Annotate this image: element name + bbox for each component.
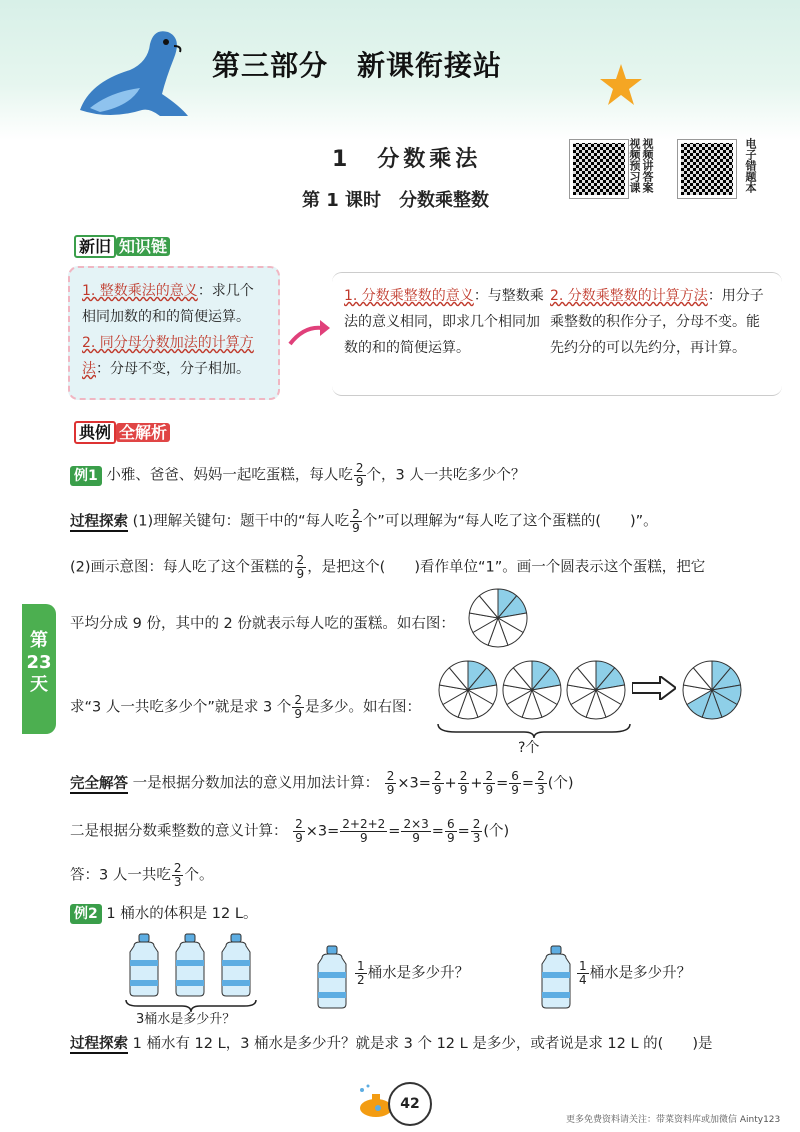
fraction-2-9 xyxy=(354,462,366,489)
explore-step3 xyxy=(70,694,421,721)
starfish-icon xyxy=(598,62,644,108)
explore-label: 过程探索 xyxy=(70,513,128,530)
seal-mascot-icon xyxy=(70,22,200,122)
fraction-2-9 xyxy=(292,694,304,721)
final-answer xyxy=(70,862,213,889)
banner-title: 第三部分 新课衔接站 xyxy=(212,49,503,82)
step2a-before: (2)画示意图：每人吃了这个蛋糕的 xyxy=(70,559,294,576)
fraction-2-9: $\frac{2}{9}$ xyxy=(295,817,303,845)
fraction-2-9: $\frac{2}{9}$ xyxy=(433,769,442,797)
fraction-2-9: $\frac{2}{9}$ xyxy=(386,769,395,797)
thick-arrow-icon xyxy=(632,676,676,700)
jug2-after: 桶水是多少升？ xyxy=(367,965,470,982)
step3-before: 求“3 人一共吃多少个”就是求 3 个 xyxy=(70,699,292,716)
old-point1-title: 1. 整数乘法的意义 xyxy=(82,283,198,299)
knowledge-tag-tail: 知识链 xyxy=(116,237,170,256)
jug1-label: 3桶水是多少升？ xyxy=(136,1012,236,1027)
new-knowledge-box xyxy=(332,272,782,396)
frac-numerator: 2 xyxy=(296,553,305,567)
answer-line2: 二是根据分数乘整数的意义计算： $\frac{2}{9}$ ×3= $\frac{2+2+2}{9}$ = $\frac{2\times 3}{9}$ = $\frac{6}{9}$ = $\frac{2}{3}$ (个) xyxy=(70,817,510,845)
qr-label-video: 视频讲答案 视频预习课 xyxy=(628,138,654,193)
explore-step1 xyxy=(70,508,658,535)
pie-3 xyxy=(564,658,628,722)
new-point2-text: ：用分子乘整数的积作分子，分母不变。能先约分的可以先约分，再计算。 xyxy=(550,288,764,356)
step3-after: 是多少。如右图： xyxy=(304,699,421,716)
example-tag-lead: 典例 xyxy=(74,421,116,444)
jug3-after: 桶水是多少升？ xyxy=(589,965,692,982)
example1-q-before: 小雅、爸爸、妈妈一起吃蛋糕，每人吃 xyxy=(106,467,353,484)
example2-text: 1 桶水的体积是 12 L。 xyxy=(106,906,258,922)
knowledge-tag-lead: 新旧 xyxy=(74,235,116,258)
pie-single xyxy=(466,586,530,650)
fraction-2-3: $\frac{2}{3}$ xyxy=(472,817,481,845)
explore2-line xyxy=(70,1032,713,1056)
lesson-subtitle: 第 1 课时 分数乘整数 xyxy=(302,190,490,211)
answer2-tail: (个) xyxy=(483,823,510,840)
example1-chip: 例1 xyxy=(70,466,102,486)
old-point2-title: 2. 同分母分数加法的计算方法 xyxy=(82,335,254,377)
jug2-question xyxy=(354,960,469,987)
fraction-2-3: $\frac{2}{3}$ xyxy=(173,861,182,889)
new-point1-title: 1. 分数乘整数的意义 xyxy=(344,288,474,304)
answer1-text: 一是根据分数加法的意义用加法计算： xyxy=(132,775,380,792)
explore-label: 过程探索 xyxy=(70,1036,128,1052)
day-side-tab: 第23天 xyxy=(22,604,56,734)
example1-question xyxy=(70,462,525,489)
knowledge-chain-tag xyxy=(68,234,176,260)
water-jug-icon xyxy=(126,932,162,998)
explore-step2b: 平均分成 9 份，其中的 2 份就表示每人吃的蛋糕。如右图： xyxy=(70,616,455,632)
qr-code-wrongbook[interactable] xyxy=(678,140,736,198)
explore-step2a xyxy=(70,554,705,581)
explore2-text: 1 桶水有 12 L，3 桶水是多少升？就是求 3 个 12 L 是多少，或者说是求 12 L 的( )是 xyxy=(132,1036,713,1052)
final-answer-before: 答：3 人一共吃 xyxy=(70,867,171,884)
fraction-product: $\frac{2\times 3}{9}$ xyxy=(403,817,429,845)
new-point1-text: ：与整数乘法的意义相同，即求几个相同加数的和的简便运算。 xyxy=(344,288,544,356)
pie-2 xyxy=(500,658,564,722)
fraction-1-4: $\frac{1}{4}$ xyxy=(579,959,587,987)
water-jug-icon xyxy=(538,944,574,1010)
old-point2-text: ：分母不变，分子相加。 xyxy=(96,361,250,377)
example-tag-tail: 全解析 xyxy=(116,423,170,442)
fraction-6-9: $\frac{6}{9}$ xyxy=(511,769,519,797)
fraction-2-9: $\frac{2}{9}$ xyxy=(459,769,468,797)
page-number: 42 xyxy=(388,1082,432,1126)
new-point2-title: 2. 分数乘整数的计算方法 xyxy=(550,288,708,304)
fraction-2-9 xyxy=(350,508,362,535)
water-jug-icon xyxy=(314,944,350,1010)
frac-numerator: 2 xyxy=(355,461,364,475)
old-knowledge-box xyxy=(68,266,280,400)
fraction-2-3: $\frac{2}{3}$ xyxy=(537,769,545,797)
water-jug-icon xyxy=(218,932,254,998)
frac-denominator: 9 xyxy=(294,707,302,721)
frac-denominator: 9 xyxy=(296,567,305,581)
old-point1-text: ：求几个相同加数的和的简便运算。 xyxy=(82,283,254,325)
pie-result xyxy=(680,658,744,722)
answer1-tail: (个) xyxy=(547,775,574,792)
jug3-question xyxy=(576,960,691,987)
lesson-title: 1 分数乘法 xyxy=(332,147,482,172)
fraction-2-9: $\frac{2}{9}$ xyxy=(485,769,494,797)
fraction-6-9: $\frac{6}{9}$ xyxy=(446,817,455,845)
water-jug-icon xyxy=(172,932,208,998)
final-answer-after: 个。 xyxy=(184,867,214,884)
step1-before: (1)理解关键句：题干中的“每人吃 xyxy=(132,513,350,530)
fraction-sum: $\frac{2+2+2}{9}$ xyxy=(342,817,386,845)
example2-question xyxy=(70,902,257,926)
footer-note: 更多免费资料请关注：带菜资料库或加微信 Ainty123 xyxy=(566,1115,781,1125)
example2-chip: 例2 xyxy=(70,904,102,924)
qr-label-wrongbook: 电子错题本 xyxy=(744,138,757,193)
pie-1 xyxy=(436,658,500,722)
fraction-2-9 xyxy=(295,554,307,581)
answer-label: 完全解答 xyxy=(70,775,128,792)
arrow-right-icon xyxy=(286,318,330,348)
frac-numerator: 2 xyxy=(294,693,302,707)
answer2-text: 二是根据分数乘整数的意义计算： xyxy=(70,823,288,840)
step2a-after: ，是把这个( )看作单位“1”。画一个圆表示这个蛋糕，把它 xyxy=(307,559,706,576)
frac-numerator: 2 xyxy=(352,507,360,521)
answer-line1: 完全解答 一是根据分数加法的意义用加法计算： $\frac{2}{9}$ ×3= $\frac{2}{9}$ + $\frac{2}{9}$ + $\frac{2}{9}$ = $\frac{6}{9}$ = $\frac{2}{3}$ (个) xyxy=(70,769,574,797)
step1-after: 个”可以理解为“每人吃了这个蛋糕的( )”。 xyxy=(362,513,658,530)
example-analysis-tag xyxy=(68,420,176,446)
fraction-1-2: $\frac{1}{2}$ xyxy=(357,959,365,987)
brace-label: ?个 xyxy=(518,740,540,756)
frac-denominator: 9 xyxy=(355,475,364,489)
example1-q-after: 个，3 人一共吃多少个？ xyxy=(366,467,526,484)
qr-code-video[interactable] xyxy=(570,140,628,198)
frac-denominator: 9 xyxy=(352,521,360,535)
